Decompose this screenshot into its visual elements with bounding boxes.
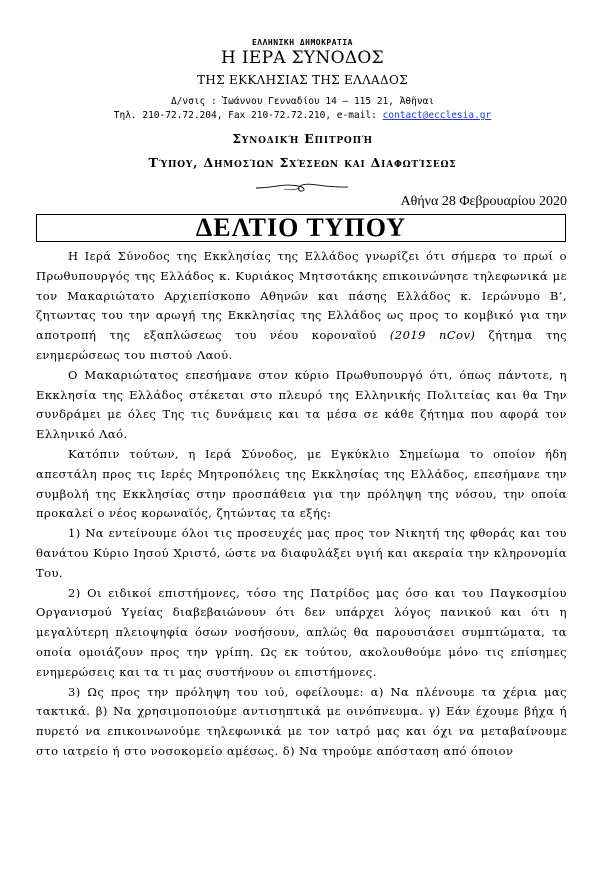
contact-line: [0, 110, 605, 121]
press-release-body: [36, 247, 567, 762]
virus-name: (2019 nCov): [389, 328, 476, 343]
paragraph-2: Ο Μακαριώτατος επεσήμανε στον κύριο Πρωθυπουργό ότι, όπως πάντοτε, η Εκκλησία της Ελλάδος στέκεται στο πλευρό της Ελληνικής Πολιτείας και θα Την συνδράμει με όλες Της τις δυνάμεις και τα μέσα σε κάθε ζήτημα που αφορά τον Ελληνικό Λαό.: [36, 367, 567, 442]
paragraph-3: Κατόπιν τούτων, η Ιερά Σύνοδος, με Εγκύκλιο Σημείωμα το οποίον ήδη απεστάλη προς τις Ιερές Μητροπόλεις της Εκκλησίας της Ελλάδος, επεσήμανε την συμβολή της Εκκλησίας στην προσπάθεια για την πρόληψη της νόσου, την οποία προκαλεί ο νέος κορωναϊός, ζητώντας τα εξής:: [36, 446, 567, 521]
address-line: Δ/νσις : Ἰωάννου Γενναδίου 14 – 115 21, Ἀθῆναι: [170, 96, 435, 107]
paragraph-6: 3) Ως προς την πρόληψη του ιού, οφείλουμε: α) Να πλένουμε τα χέρια μας τακτικά. β) Να χρησιμοποιούμε αντισηπτικά με οινόπνευμα. γ) Εάν έχουμε βήχα ή πυρετό να επικοινωνούμε τηλεφωνικά με τον ιατρό μας και όχι να μεταβαίνουμε στο ιατρείο ή στο νοσοκομείο αμέσως. δ) Να τηρούμε απόσταση από όποιον: [36, 684, 567, 758]
ornamental-flourish-icon: [254, 180, 350, 194]
paragraph-1-text-a: Η Ιερά Σύνοδος της Εκκλησίας της Ελλάδος γνωρίζει ότι σήμερα το πρωί ο Πρωθυπουργός της Ελλάδος κ. Κυριάκος Μητσοτάκης επικοινώνησε τηλεφωνικά με τον Μακαριώτατο Αρχιεπίσκοπο Αθηνών και πάσης Ελλάδος κ. Ιερώνυμο Β’, ζητωντας του την αρωγή της Εκκλησίας της Ελλάδος ως προς το κομβικό για την αποτροπή της εξαπλώσεως του νέου κοροναϊού: [36, 249, 567, 343]
release-date: Αθήνα 28 Φεβρουαρίου 2020: [400, 194, 567, 209]
holy-synod-title: Η ΙΕΡΑ ΣΥΝΟΔΟΣ: [221, 48, 384, 68]
republic-label: ΕΛΛΗΝΙΚΗ ΔΗΜΟΚΡΑΤΙΑ: [251, 38, 353, 47]
press-release-title: ΔΕΛΤΙΟ ΤΥΠΟΥ: [195, 213, 407, 242]
contact-prefix: Τηλ. 210-72.72.204, Fax 210-72.72.210, e-mail:: [113, 110, 383, 121]
title-box: [36, 214, 566, 242]
paragraph-4: 1) Να εντείνουμε όλοι τις προσευχές μας προς τον Νικητή της φθοράς και του θανάτου Κύριο Ιησού Χριστό, ώστε να διαφυλάξει υγιή και ακεραία την κληρονομία Του.: [36, 526, 567, 580]
church-of-greece-subtitle: ΤΗΣ ΕΚΚΛΗΣΙΑΣ ΤΗΣ ΕΛΛΑΔΟΣ: [197, 73, 408, 87]
committee-subtitle: Τύπου, Δημοσίων Σχέσεων και Διαφωτίσεως: [148, 155, 457, 170]
paragraph-5: 2) Οι ειδικοί επιστήμονες, τόσο της Πατρίδος μας όσο και του Παγκοσμίου Οργανισμού Υγείας διαβεβαιώνουν ότι δεν υπάρχει λόγος πανικού και ότι η μεγαλύτερη πλειοψηφία όσων νοσήσουν, απλώς θα παρουσιάσει συμπτώματα, τα οποία ομοιάζουν προς την γρίπη. Ως εκ τούτου, ακολουθούμε μόνο τις επίσημες ενημερώσεις και τα τι μας συστήνουν οι επιστήμονες.: [36, 585, 567, 679]
committee-title: Συνοδική Επιτροπή: [232, 131, 373, 146]
email-link[interactable]: contact@ecclesia.gr: [382, 110, 492, 121]
paragraph-1-text-b: ζήτημα της ενημερώσεως του πιστού Λαού.: [36, 328, 567, 362]
paragraph-1: [36, 247, 567, 366]
